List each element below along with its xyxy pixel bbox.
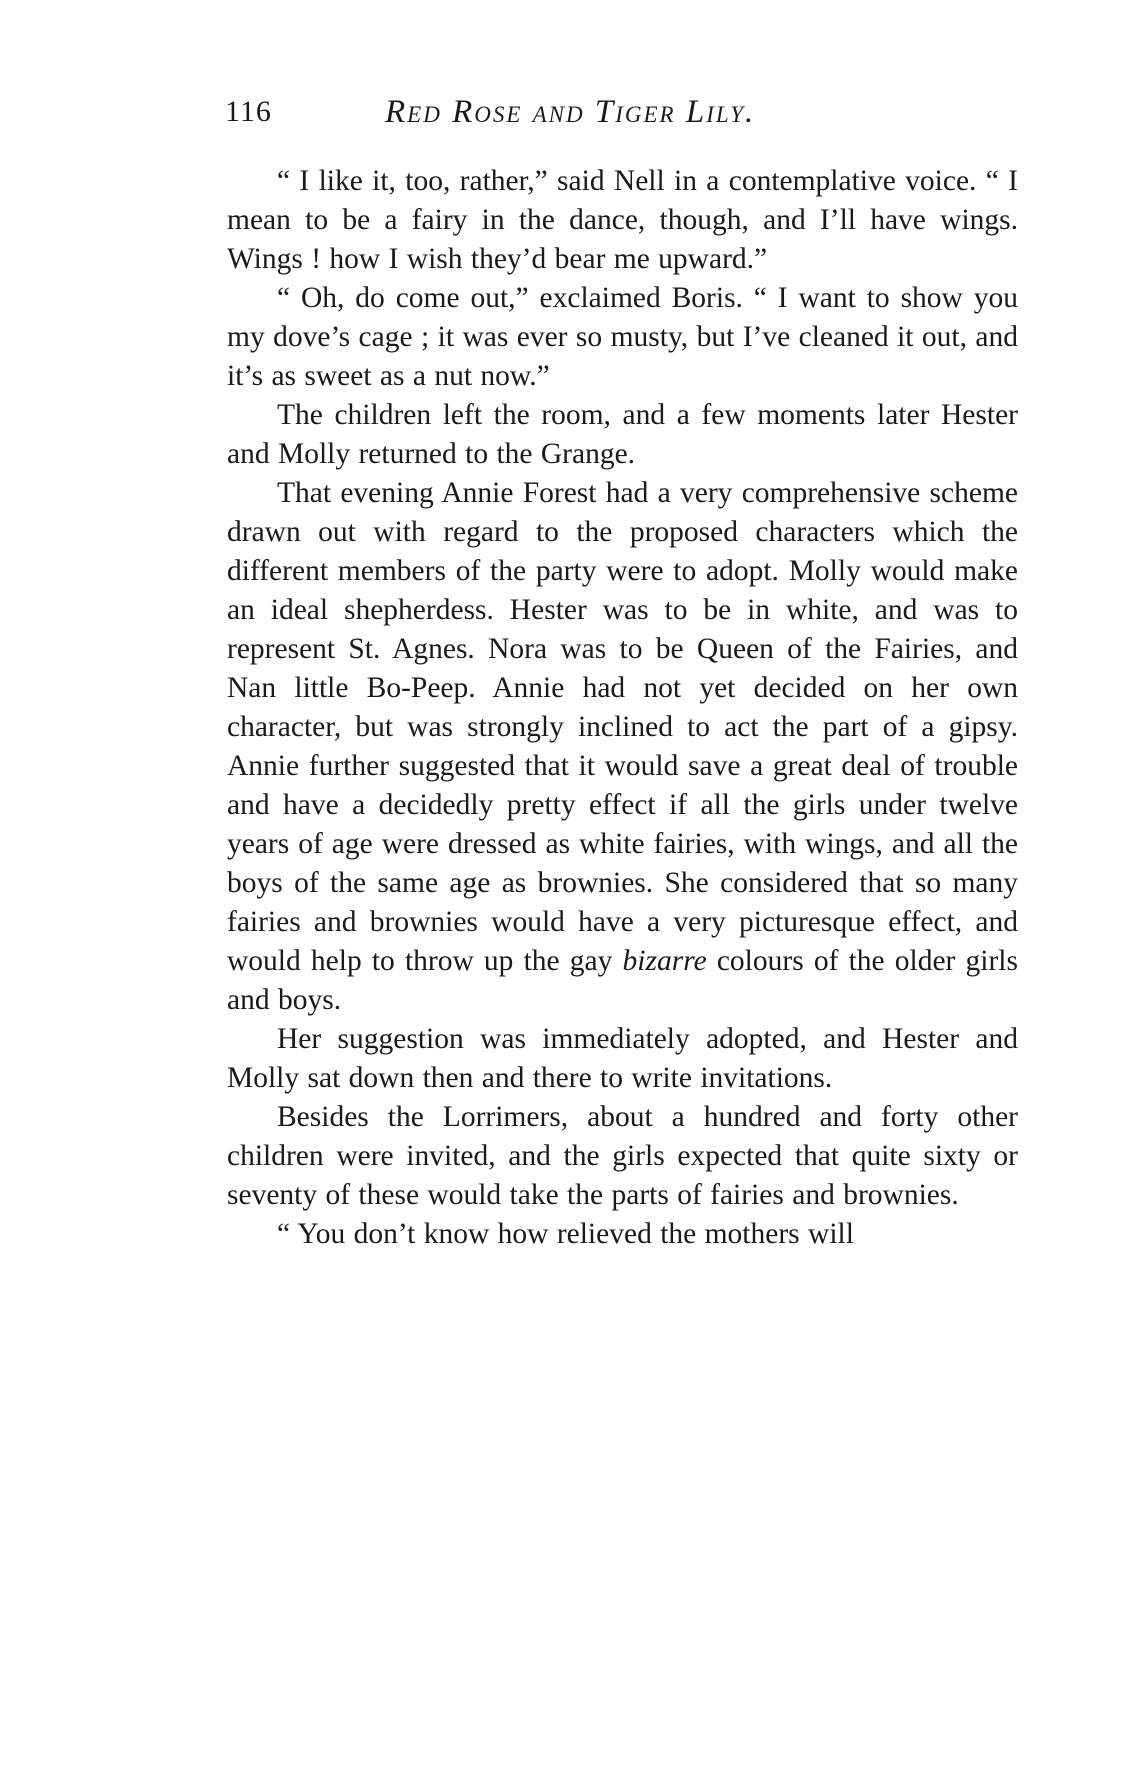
italic-word: bizarre (622, 945, 707, 977)
running-title: Red Rose and Tiger Lily. (385, 94, 756, 130)
paragraph-boris-dialogue: “ Oh, do come out,” exclaimed Boris. “ I want to show you my dove’s cage ; it was ever so musty, but I’ve cleaned it out, and it’s as sweet as a nut now.” (227, 282, 1018, 392)
paragraph-children-left: The children left the room, and a few moments later Hester and Molly returned to the Grange. (227, 399, 1018, 470)
body-text (227, 162, 1018, 1254)
paragraph-invitations: Besides the Lorrimers, about a hundred and forty other children were invited, and the girls expected that quite sixty or seventy of these would take the parts of fairies and brownies. (227, 1101, 1018, 1211)
paragraph-annie-scheme: That evening Annie Forest had a very comprehensive scheme drawn out with regard to the proposed characters which the different members of the party were to adopt. Molly would make an ideal shepherdess. Hester was to be in white, and was to represent St. Agnes. Nora was to be Queen of the Fairies, and Nan little Bo-Peep. Annie had not yet decided on her own character, but was strongly inclined to act the part of a gipsy. Annie further suggested that it would save a great deal of trouble and have a decidedly pretty effect if all the girls under twelve years of age were dressed as white fairies, with wings, and all the boys of the same age as brownies. She considered that so many fairies and brownies would have a very picturesque effect, and would help to throw up the gay bizarre colours of the older girls and boys. (227, 477, 1018, 1016)
page-number: 116 (225, 95, 272, 128)
paragraph-nell-dialogue: “ I like it, too, rather,” said Nell in a contemplative voice. “ I mean to be a fairy in the dance, though, and I’ll have wings. Wings ! how I wish they’d bear me upward.” (227, 165, 1018, 275)
running-head (225, 88, 925, 136)
paragraph-mothers-relieved: “ You don’t know how relieved the mothers will (277, 1218, 854, 1250)
paragraph-suggestion-adopted: Her suggestion was immediately adopted, and Hester and Molly sat down then and there to write invitations. (227, 1023, 1018, 1094)
